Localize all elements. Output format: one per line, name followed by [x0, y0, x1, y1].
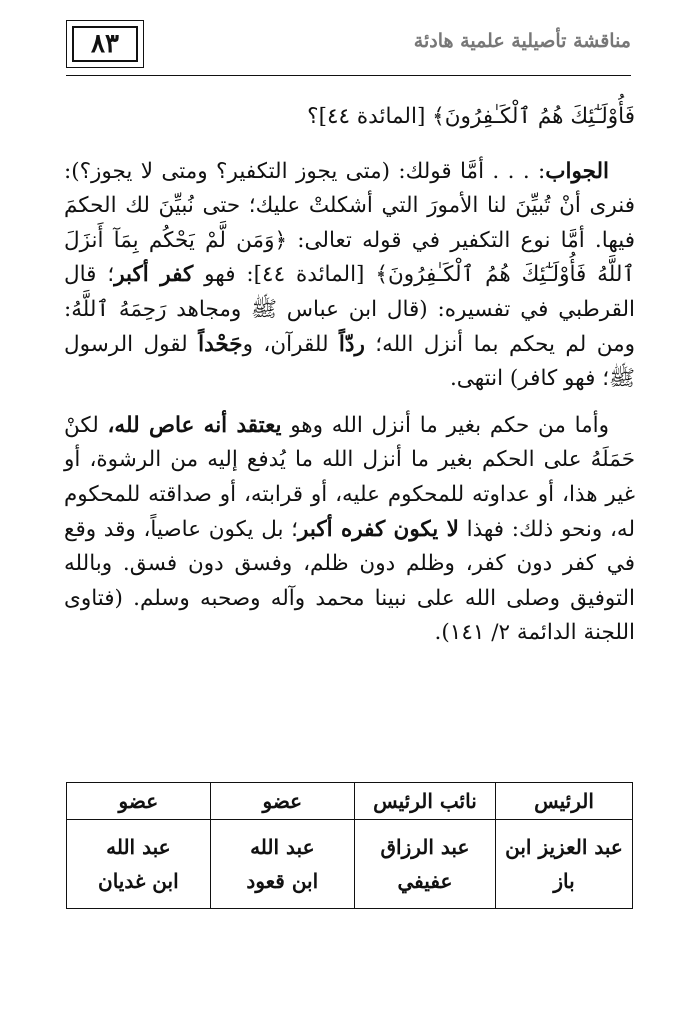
answer-text-3: للقرآن، و — [242, 331, 339, 357]
signatures-table — [66, 782, 633, 909]
juhdan-term: جَحْداً — [198, 331, 243, 357]
signatures-names-row — [67, 820, 633, 909]
header-member-2: عضو — [67, 783, 211, 820]
signatures-header-row — [67, 783, 633, 820]
header-rule — [66, 75, 631, 76]
second-text-3: ؛ بل يكون عاصياً، وقد وقع في كفر دون كفر، وظلم دون ظلم، وفسق دون فسق. وبالله التوفيق وصلى الله على نبينا محمد وآله وصحبه وسلم. (فتاوى اللجنة الدائمة ٢/ ١٤١). — [64, 516, 635, 646]
name-member-1: عبد الله ابن قعود — [210, 820, 354, 909]
kufr-akbar-term: كفر أكبر — [114, 262, 194, 288]
answer-text: : . . . أمَّا قولك: (متى يجوز التكفير؟ ومتى لا يجوز؟): فنرى أنْ تُبيِّنَ لنا الأمورَ التي أشكلتْ عليك؛ حتى نُبيِّنَ لك الحكمَ فيها. أمَّا نوع التكفير في قوله تعالى: ﴿وَمَن لَّمْ يَحْكُم بِمَآ أَنزَلَ ٱللَّهُ فَأُوْلَـٰٓئِكَ هُمُ ٱلْكَـٰفِرُونَ﴾ [المائدة ٤٤]: فهو — [64, 158, 635, 288]
believes-disobedient-term: يعتقد أنه عاص لله، — [107, 412, 282, 438]
second-text-1: وأما من حكم بغير ما أنزل الله وهو — [281, 412, 609, 438]
answer-paragraph — [64, 155, 635, 397]
answer-label: الجواب — [545, 158, 609, 184]
name-member-2: عبد الله ابن غديان — [67, 820, 211, 909]
second-paragraph — [64, 409, 635, 651]
quran-verse-ending: فَأُوْلَـٰٓئِكَ هُمُ ٱلْكَـٰفِرُونَ﴾ [المائدة ٤٤]؟ — [307, 104, 635, 129]
running-title: مناقشة تأصيلية علمية هادئة — [413, 30, 631, 52]
answer-text-2: ؛ قال القرطبي في تفسيره: (قال ابن عباس ﷺ ومجاهد رَحِمَهُ ٱللَّهُ: ومن لم يحكم بما أنزل الله؛ — [64, 262, 635, 357]
body-text — [64, 100, 635, 651]
header-president: الرئيس — [495, 783, 632, 820]
header-member-1: عضو — [210, 783, 354, 820]
name-president: عبد العزيز ابن باز — [495, 820, 632, 909]
name-vice-president: عبد الرزاق عفيفي — [354, 820, 495, 909]
not-major-kufr-term: لا يكون كفره أكبر — [298, 516, 459, 542]
header-vice-president: نائب الرئيس — [354, 783, 495, 820]
page-number: ٨٣ — [91, 29, 119, 59]
answer-text-4: لقول الرسول ﷺ؛ فهو كافر) انتهى. — [64, 331, 635, 392]
raddan-term: ردّاً — [338, 331, 365, 357]
second-text-2: لكنْ حَمَلَهُ على الحكم بغير ما أنزل الله ما يُدفع إليه من الرشوة، أو غير هذا، أو عداوته للمحكوم عليه، أو قرابته، أو صداقته للمحكوم له، ونحو ذلك: فهذا — [64, 412, 636, 542]
